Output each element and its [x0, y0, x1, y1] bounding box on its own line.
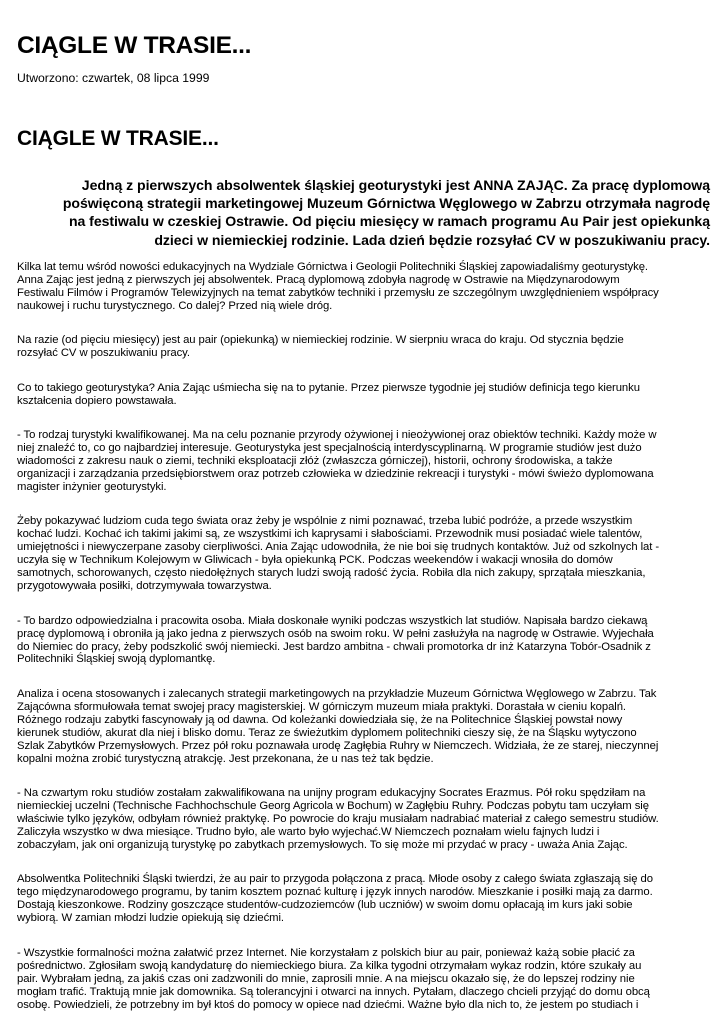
article-title: CIĄGLE W TRASIE...	[17, 127, 219, 150]
paragraph-line: Absolwentka Politechniki Śląski twierdzi, że au pair to przygoda połączona z pracą. Młode osoby z całego świata zgłaszają się do	[17, 873, 653, 886]
paragraph-line: Żeby pokazywać ludziom cuda tego świata oraz żeby je wspólnie z nimi poznawać, trzeba lubić podróże, a przede wszystkim	[17, 515, 633, 528]
paragraph-line: wiadomości z zakresu nauk o ziemi, techniki eksploatacji złóż (zwłaszcza górniczej), historii, ochrony środowiska, a także	[17, 455, 613, 468]
paragraph-line: Politechniki Śląskiej swoją dyplomantkę.	[17, 653, 216, 666]
body-paragraph	[17, 615, 710, 667]
paragraph-line: Kilka lat temu wśród nowości edukacyjnych na Wydziale Górnictwa i Geologii Politechniki Śląskiej zapowiadaliśmy geoturystykę.	[17, 261, 648, 273]
paragraph-line: Analiza i ocena stosowanych i zalecanych strategii marketingowych na przykładzie Muzeum Górnictwa Węglowego w Zabrzu. Tak	[17, 687, 657, 700]
paragraph-line: organizacji i zarządzania przedsiębiorstwem oraz potrzeb człowieka w dziedzinie rekreacji i turystyki - mówi świeżo dyplomowana	[17, 467, 654, 480]
paragraph-line: umiejętności i niewyczerpane zasoby cierpliwości. Ania Zając udowodniła, że nie boi się trudnych kontaktów. Już od szkolnych lat -	[17, 541, 660, 554]
paragraph-line: kochać ludzi. Kochać ich takimi jakimi są, ze wszystkimi ich kaprysami i słabościami. Przewodnik musi posiadać wiele talentów,	[17, 528, 643, 541]
paragraph-line: Dostają kieszonkowe. Rodziny goszczące studentów-cudzoziemców (lub uczniów) w swoim domu opłacają im kurs jaki sobie	[17, 899, 633, 912]
lead-line: poświęconą strategii marketingowej Muzeum Górnictwa Węglowego w Zabrzu otrzymała nagrodę	[62, 195, 710, 212]
paragraph-line: samotnych, schorowanych, często niedołężnych starych ludzi swoją radość życia. Robiła dla nich zakupy, sprzątała mieszkania,	[17, 567, 646, 580]
body-paragraph	[17, 261, 710, 313]
body-paragraph	[17, 787, 710, 852]
lead-line: Jedną z pierwszych absolwentek śląskiej geoturystyki jest ANNA ZAJĄC. Za pracę dyplomową	[81, 177, 710, 193]
paragraph-line: kształcenia dopiero powstawała.	[17, 394, 177, 407]
paragraph-line: do Niemiec do pracy, żeby podszkolić swój niemiecki. Jest bardzo ambitna - chwali promotorka dr inż Katarzyna Tobór-Osadnik z	[17, 640, 651, 653]
paragraph-line: magister inżynier geoturystyki.	[17, 480, 167, 493]
created-date: Utworzono: czwartek, 08 lipca 1999	[17, 71, 210, 85]
paragraph-line: Zającówna sformułowała temat swojej pracy magisterskiej. W górniczym muzeum miała praktyki. Dorastała w cieniu kopalń.	[17, 700, 626, 713]
paragraph-line: Co to takiego geoturystyka? Ania Zając uśmiecha się na to pytanie. Przez pierwsze tygodnie jej studiów definicja tego kierunku	[17, 381, 640, 394]
paragraph-line: - Wszystkie formalności można załatwić przez Internet. Nie korzystałam z polskich biur au pair, ponieważ każą sobie płacić za	[17, 946, 635, 959]
paragraph-line: pracę dyplomową i obroniła ją jako jedna z pierwszych osób na swoim roku. W pełni zasłużyła na nagrodę w Ostrawie. Wyjechała	[17, 627, 654, 640]
article-lead	[17, 176, 710, 249]
paragraph-line: Różnego rodzaju zabytki fascynowały ją od dawna. Od koleżanki dowiedziała się, że na Politechnice Śląskiej powstał nowy	[17, 713, 623, 726]
body-paragraph	[17, 429, 710, 494]
paragraph-line: naukowej i ruchu turystycznego. Co dalej? Przed nią wiele dróg.	[17, 299, 333, 312]
body-paragraph	[17, 515, 710, 593]
body-paragraph	[17, 688, 710, 766]
paragraph-line: Szlak Zabytków Przemysłowych. Przez pół roku poznawała urodę Zagłębia Ruhry w Niemczech. Widziała, że ze starej, nieczynnej	[17, 739, 659, 752]
paragraph-line: rozsyłać CV w poszukiwaniu pracy.	[17, 347, 190, 360]
lead-line: na festiwalu w czeskiej Ostrawie. Od pięciu miesięcy w ramach programu Au Pair jest opiekunką	[68, 213, 710, 230]
paragraph-line: Anna Zając jest jedną z pierwszych jej absolwentek. Pracą dyplomową zdobyła nagrodę w Ostrawie na Międzynarodowym	[17, 273, 620, 286]
paragraph-line: niej znaleźć to, co go najbardziej interesuje. Geoturystyka jest specjalnością interdyscyplinarną. W programie studiów jest dużo	[17, 442, 642, 455]
paragraph-line: - Na czwartym roku studiów zostałam zakwalifikowana na unijny program edukacyjny Socrates Erazmus. Pół roku spędziłam na	[17, 787, 646, 800]
paragraph-line: Zaliczyła wszystko w dwa miesiące. Trudno było, ale warto było wyjechać.W Niemczech poznałam wielu fajnych ludzi i	[17, 826, 600, 838]
paragraph-line: uczyła się w Technikum Kolejowym w Gliwicach - była opiekunką PCK. Podczas weekendów i wakacji wnosiła do domów	[17, 554, 613, 567]
paragraph-line: kierunek studiów, akurat dla niej i blisko domu. Teraz ze świeżutkim dyplomem politechniki cieszy się, że na Śląsku wytyczono	[17, 726, 637, 739]
paragraph-line: niemieckiej uczelni (Technische Fachhochschule Georg Agricola w Bochum) w Zagłębiu Ruhry. Podczas pobytu tam uczyłam się	[17, 800, 649, 813]
paragraph-line: - To bardzo odpowiedzialna i pracowita osoba. Miała doskonałe wyniki podczas wszystkich lat studiów. Napisała bardzo ciekawą	[17, 614, 648, 627]
paragraph-line: pair. Wybrałam jedną, za jakiś czas oni zadzwonili do mnie, zaprosili mnie. A na miejscu okazało się, że do lepszej rodziny nie	[17, 972, 635, 985]
paragraph-line: tego międzynarodowego programu, by tanim kosztem poznać kulturę i język innych narodów. Mieszkanie i posiłki mają za darmo.	[17, 886, 653, 899]
paragraph-line: zobaczyłam, jak oni organizują turystykę po zabytkach przemysłowych. To się może mi przydać w pracy - uważa Ania Zając.	[17, 838, 628, 851]
paragraph-line: właściwie tylko języków, odbyłam również praktykę. Po powrocie do kraju musiałam nadrabiać materiał z całego semestru studiów.	[17, 813, 659, 826]
body-paragraph	[17, 382, 710, 408]
paragraph-line: przygotowywała posiłki, dotrzymywała towarzystwa.	[17, 580, 272, 593]
paragraph-line: osobę. Powiedzieli, że potrzebny im był ktoś do pomocy w opiece nad dziećmi. Ważne było dla nich to, że jestem po studiach i	[17, 998, 639, 1011]
paragraph-line: wybiorą. W zamian młodzi ludzie opiekują się dziećmi.	[17, 912, 284, 925]
paragraph-line: Na razie (od pięciu miesięcy) jest au pair (opiekunką) w niemieckiej rodzinie. W sierpniu wraca do kraju. Od stycznia będzie	[17, 334, 624, 347]
paragraph-line: kopalni można zrobić turystyczną atrakcję. Jest przekonana, że u nas też tak będzie.	[17, 752, 434, 765]
document-title: CIĄGLE W TRASIE...	[17, 32, 252, 59]
paragraph-line: mogłam trafić. Traktują mnie jak domownika. Są tolerancyjni i otwarci na innych. Pytałam, dlaczego chcieli przyjąć do domu obcą	[17, 985, 650, 998]
paragraph-line: pośrednictwo. Zgłosiłam swoją kandydaturę do niemieckiego biura. Za kilka tygodni otrzymałam wykaz rodzin, które szukały au	[17, 959, 642, 972]
paragraph-line: - To rodzaj turystyki kwalifikowanej. Ma na celu poznanie przyrody ożywionej i nieożywionej oraz obiektów techniki. Każdy może w	[17, 429, 657, 442]
body-paragraph	[17, 947, 710, 1012]
lead-line: dzieci w niemieckiej rodzinie. Lada dzień będzie rozsyłać CV w poszukiwaniu pracy.	[154, 231, 710, 248]
paragraph-line: Festiwalu Filmów i Programów Telewizyjnych na temat zabytków techniki i przemysłu ze szczególnym uwzględnieniem współpracy	[17, 286, 659, 299]
body-paragraph	[17, 334, 710, 360]
article-body	[17, 261, 710, 1033]
body-paragraph	[17, 873, 710, 925]
